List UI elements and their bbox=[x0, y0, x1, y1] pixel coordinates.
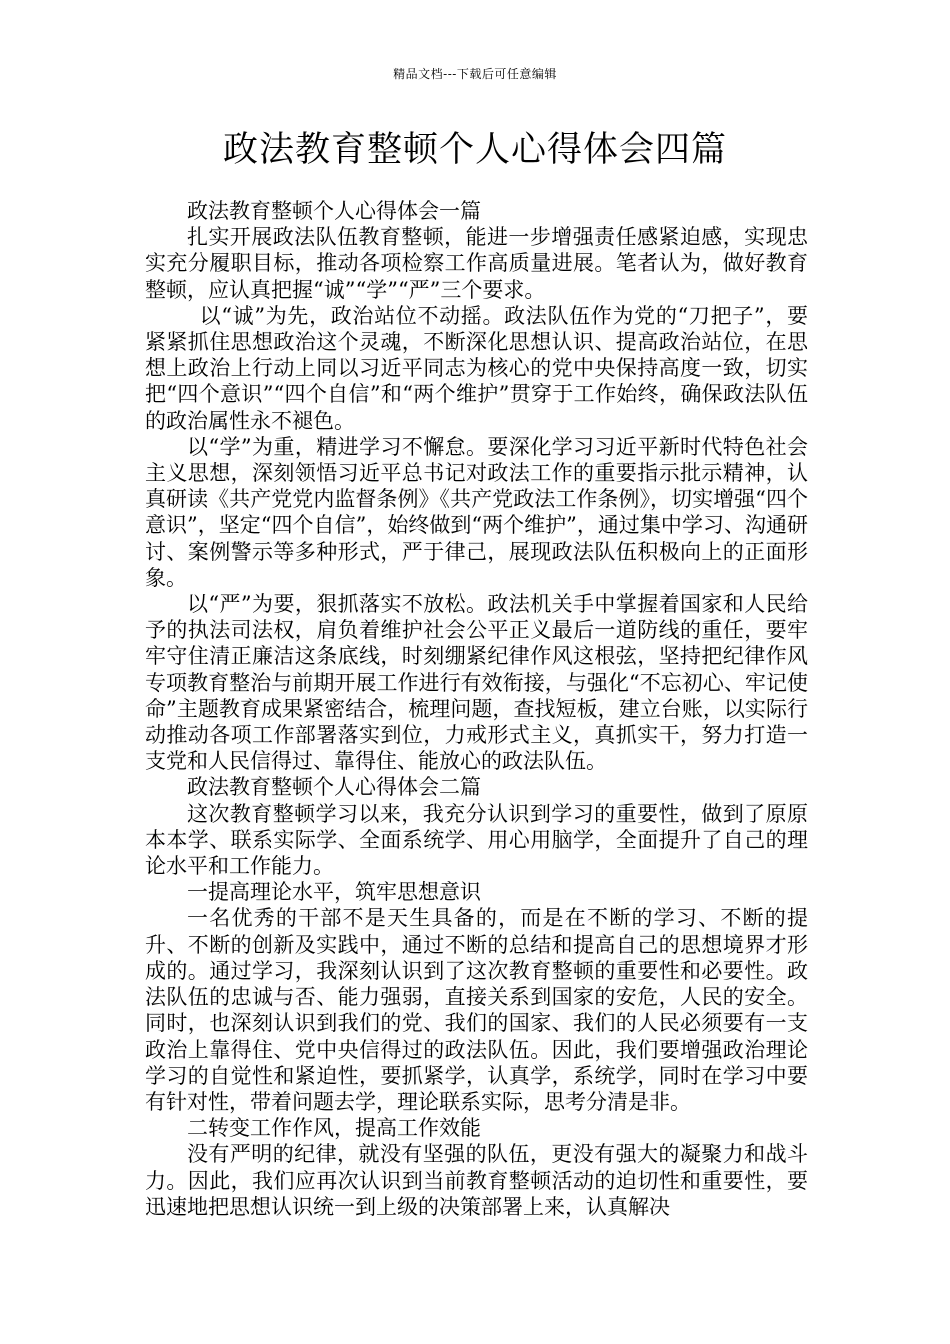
document-body bbox=[145, 198, 808, 1220]
paragraph: 以“学”为重，精进学习不懈怠。要深化学习习近平新时代特色社会主义思想，深刻领悟习近平总书记对政法工作的重要指示批示精神，认真研读《共产党党内监督条例》《共产党政法工作条例》，切实增强“四个意识”，坚定“四个自信”，始终做到“两个维护”，通过集中学习、沟通研讨、案例警示等多种形式，严于律己，展现政法队伍积极向上的正面形象。 bbox=[145, 434, 808, 590]
paragraph: 扎实开展政法队伍教育整顿，能进一步增强责任感紧迫感，实现忠实充分履职目标，推动各项检察工作高质量进展。笔者认为，做好教育整顿，应认真把握“诚”“学”“严”三个要求。 bbox=[145, 225, 808, 302]
paragraph: 以“严”为要，狠抓落实不放松。政法机关手中掌握着国家和人民给予的执法司法权，肩负着维护社会公平正义最后一道防线的重任，要牢牢守住清正廉洁这条底线，时刻绷紧纪律作风这根弦，坚持把纪律作风专项教育整治与前期开展工作进行有效衔接，与强化“不忘初心、牢记使命”主题教育成果紧密结合，梳理问题，查找短板，建立台账，以实际行动推动各项工作部署落实到位，力戒形式主义，真抓实干，努力打造一支党和人民信得过、靠得住、能放心的政法队伍。 bbox=[145, 592, 808, 774]
section-heading-1: 政法教育整顿个人心得体会一篇 bbox=[187, 199, 481, 223]
paragraph: 以“诚”为先，政治站位不动摇。政法队伍作为党的“刀把子”，要紧紧抓住思想政治这个灵魂，不断深化思想认识、提高政治站位，在思想上政治上行动上同以习近平同志为核心的党中央保持高度一致，切实把“四个意识”“四个自信”和“两个维护”贯穿于工作始终，确保政法队伍的政治属性永不褪色。 bbox=[145, 303, 808, 433]
section-heading-2: 政法教育整顿个人心得体会二篇 bbox=[187, 775, 481, 800]
header-note: 精品文档---下载后可任意编辑 bbox=[393, 67, 557, 81]
document-title: 政法教育整顿个人心得体会四篇 bbox=[222, 130, 727, 170]
paragraph: 没有严明的纪律，就没有坚强的队伍，更没有强大的凝聚力和战斗力。因此，我们应再次认识到当前教育整顿活动的迫切性和重要性，要迅速地把思想认识统一到上级的决策部署上来，认真解决 bbox=[145, 1142, 808, 1219]
subsection-heading: 一提高理论水平，筑牢思想意识 bbox=[187, 880, 481, 905]
subsection-heading: 二转变工作作风，提高工作效能 bbox=[187, 1116, 481, 1141]
paragraph: 这次教育整顿学习以来，我充分认识到学习的重要性，做到了原原本本学、联系实际学、全面系统学、用心用脑学，全面提升了自己的理论水平和工作能力。 bbox=[145, 801, 808, 879]
paragraph: 一名优秀的干部不是天生具备的，而是在不断的学习、不断的提升、不断的创新及实践中，通过不断的总结和提高自己的思想境界才形成的。通过学习，我深刻认识到了这次教育整顿的重要性和必要性。政法队伍的忠诚与否、能力强弱，直接关系到国家的安危，人民的安全。同时，也深刻认识到我们的党、我们的国家、我们的人民必须要有一支政治上靠得住、党中央信得过的政法队伍。因此，我们要增强政治理论学习的自觉性和紧迫性，要抓紧学，认真学，系统学，同时在学习中要有针对性，带着问题去学，理论联系实际，思考分清是非。 bbox=[145, 906, 808, 1114]
